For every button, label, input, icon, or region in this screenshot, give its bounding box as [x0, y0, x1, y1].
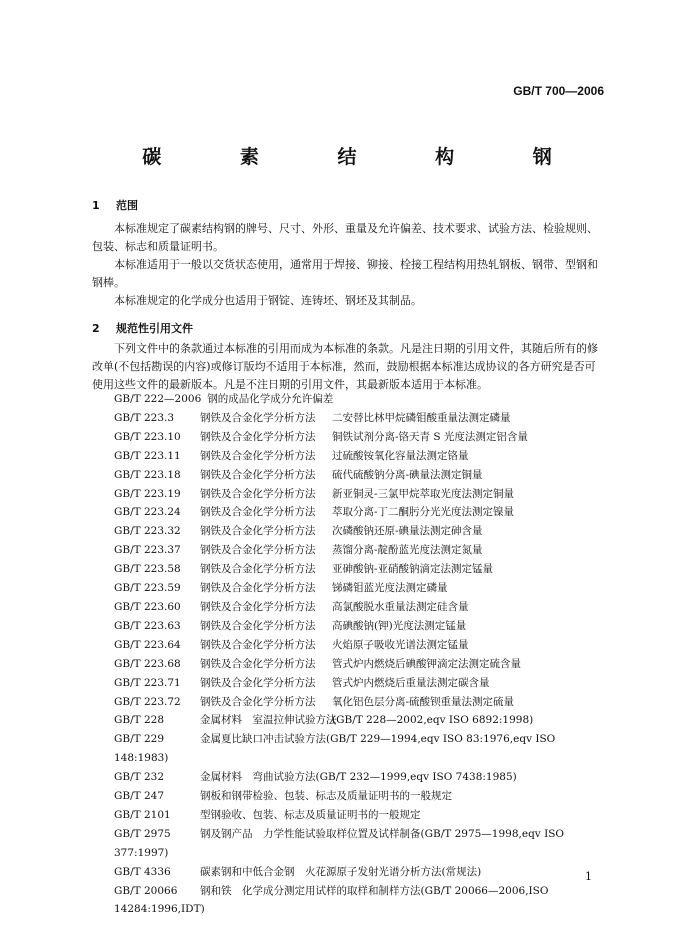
document-title: 碳 素 结 构 钢 — [142, 146, 588, 168]
reference-title: 钢铁及合金化学分析方法 — [200, 638, 316, 651]
reference-subtitle: 高碘酸钠(钾)光度法测定锰量 — [332, 619, 467, 632]
reference-item — [92, 693, 604, 712]
reference-code: GB/T 223.64 — [114, 638, 181, 651]
section-1-title: 范围 — [116, 199, 138, 212]
reference-item — [92, 787, 604, 806]
reference-title: 钢及钢产品 力学性能试验取样位置及试样制备(GB/T 2975—1998,eqv ISO 377:1997) — [114, 827, 565, 859]
reference-item — [92, 560, 604, 579]
reference-code: GB/T 223.72 — [114, 695, 181, 708]
reference-title: 钢的成品化学成分允许偏差 — [207, 393, 334, 405]
reference-subtitle: 二安替比林甲烷磷钼酸重量法测定磷量 — [332, 411, 511, 424]
reference-title: 型钢验收、包装、标志及质量证明书的一般规定 — [200, 808, 421, 821]
section-1-paragraph-3: 本标准规定的化学成分也适用于钢锭、连铸坯、钢坯及其制品。 — [114, 294, 422, 307]
reference-subtitle: 新亚铜灵-三氯甲烷萃取光度法测定铜量 — [332, 487, 515, 500]
reference-code: GB/T 4336 — [114, 865, 171, 878]
reference-title: 碳素钢和中低合金钢 火花源原子发射光谱分析方法(常规法) — [200, 865, 482, 878]
reference-code: GB/T 228 — [114, 714, 165, 727]
reference-title: 钢铁及合金化学分析方法 — [200, 582, 316, 595]
reference-subtitle: 亚砷酸钠-亚硝酸钠滴定法测定锰量 — [332, 563, 494, 576]
reference-subtitle: 氧化铝色层分离-硫酸钡重量法测定硫量 — [332, 695, 515, 708]
reference-subtitle: 萃取分离-丁二酮肟分光光度法测定镍量 — [332, 506, 515, 519]
reference-subtitle: 铜铁试剂分离-铬天青 S 光度法测定铝含量 — [332, 430, 528, 443]
section-2-title: 规范性引用文件 — [116, 322, 193, 335]
reference-item — [92, 863, 604, 882]
reference-title: 钢铁及合金化学分析方法 — [200, 487, 316, 500]
section-2-number: 2 — [92, 322, 100, 335]
reference-subtitle: 过硫酸铵氧化容量法测定铬量 — [332, 449, 469, 462]
section-1-paragraph-2: 本标准适用于一般以交货状态使用，通常用于焊接、铆接、栓接工程结构用热轧钢板、钢带、型钢和钢棒。 — [92, 258, 598, 289]
reference-item — [92, 485, 604, 504]
reference-code: GB/T 223.3 — [114, 411, 175, 424]
reference-subtitle: 管式炉内燃烧后碘酸钾滴定法测定硫含量 — [332, 657, 521, 670]
reference-subtitle: 蒸馏分离-靛酚蓝光度法测定氮量 — [332, 544, 483, 557]
reference-item — [92, 825, 604, 863]
reference-item — [92, 674, 604, 693]
reference-code: GB/T 223.32 — [114, 525, 181, 538]
reference-item — [92, 882, 604, 920]
normative-references-list — [92, 390, 604, 919]
reference-code: GB/T 223.18 — [114, 468, 181, 481]
reference-code: GB/T 232 — [114, 771, 165, 784]
section-2-intro: 下列文件中的条款通过本标准的引用而成为本标准的条款。凡是注日期的引用文件，其随后所有的修改单(不包括勘误的内容)或修订版均不适用于本标准，然而，鼓励根据本标准达成协议的各方研究是否可使用这些文件的最新版本。凡是不注日期的引用文件，其最新版本适用于本标准。 — [92, 342, 598, 391]
reference-subtitle: 火焰原子吸收光谱法测定锰量 — [332, 638, 469, 651]
reference-code: GB/T 223.60 — [114, 600, 181, 613]
reference-code: GB/T 222—2006 — [114, 393, 202, 405]
reference-code: GB/T 223.58 — [114, 563, 181, 576]
standard-code: GB/T 700—2006 — [513, 84, 604, 98]
reference-title: 钢板和钢带检验、包装、标志及质量证明书的一般规定 — [200, 790, 452, 803]
reference-title: 钢铁及合金化学分析方法 — [200, 695, 316, 708]
reference-code: GB/T 2101 — [114, 808, 171, 821]
reference-title: 钢铁及合金化学分析方法 — [200, 449, 316, 462]
reference-title: 钢铁及合金化学分析方法 — [200, 619, 316, 632]
reference-item — [92, 598, 604, 617]
reference-title: 钢铁及合金化学分析方法 — [200, 525, 316, 538]
reference-code: GB/T 223.11 — [114, 449, 181, 462]
reference-code: GB/T 223.37 — [114, 544, 181, 557]
reference-title: 钢铁及合金化学分析方法 — [200, 411, 316, 424]
reference-code: GB/T 2975 — [114, 827, 171, 840]
reference-title: 钢铁及合金化学分析方法 — [200, 563, 316, 576]
reference-title: 金属材料 室温拉伸试验方法 — [200, 714, 337, 727]
reference-item — [92, 806, 604, 825]
reference-item — [92, 390, 604, 409]
reference-subtitle: 高氯酸脱水重量法测定硅含量 — [332, 600, 469, 613]
reference-item — [92, 655, 604, 674]
reference-item — [92, 503, 604, 522]
reference-title: 钢铁及合金化学分析方法 — [200, 544, 316, 557]
reference-item — [92, 447, 604, 466]
reference-subtitle: (GB/T 228—2002,eqv ISO 6892:1998) — [332, 714, 534, 727]
reference-title: 钢铁及合金化学分析方法 — [200, 506, 316, 519]
reference-title: 钢铁及合金化学分析方法 — [200, 468, 316, 481]
reference-code: GB/T 229 — [114, 733, 165, 746]
reference-title: 钢铁及合金化学分析方法 — [200, 657, 316, 670]
reference-title: 金属材料 弯曲试验方法(GB/T 232—1999,eqv ISO 7438:1985) — [200, 771, 517, 784]
reference-title: 金属夏比缺口冲击试验方法(GB/T 229—1994,eqv ISO 83:1976,eqv ISO 148:1983) — [114, 733, 556, 765]
reference-item — [92, 522, 604, 541]
reference-item — [92, 768, 604, 787]
reference-code: GB/T 223.71 — [114, 676, 181, 689]
reference-item — [92, 409, 604, 428]
reference-item — [92, 541, 604, 560]
reference-title: 钢铁及合金化学分析方法 — [200, 600, 316, 613]
reference-title: 钢和铁 化学成分测定用试样的取样和制样方法(GB/T 20066—2006,ISO 14284:1996,IDT) — [114, 884, 549, 916]
section-2-heading — [92, 320, 193, 336]
reference-subtitle: 管式炉内燃烧后重量法测定碳含量 — [332, 676, 490, 689]
reference-item — [92, 636, 604, 655]
reference-item — [92, 730, 604, 768]
reference-code: GB/T 223.19 — [114, 487, 181, 500]
reference-subtitle: 硫代硫酸钠分离-碘量法测定铜量 — [332, 468, 483, 481]
section-1-number: 1 — [92, 199, 100, 212]
reference-code: GB/T 223.10 — [114, 430, 181, 443]
reference-item — [92, 579, 604, 598]
reference-item — [92, 711, 604, 730]
reference-code: GB/T 20066 — [114, 884, 178, 897]
reference-code: GB/T 223.68 — [114, 657, 181, 670]
reference-item — [92, 617, 604, 636]
reference-subtitle: 次磷酸钠还原-碘量法测定砷含量 — [332, 525, 483, 538]
reference-code: GB/T 223.59 — [114, 582, 181, 595]
reference-title: 钢铁及合金化学分析方法 — [200, 430, 316, 443]
reference-code: GB/T 247 — [114, 790, 165, 803]
reference-item — [92, 466, 604, 485]
reference-subtitle: 锑磷钼蓝光度法测定磷量 — [332, 582, 448, 595]
section-1-paragraph-1: 本标准规定了碳素结构钢的牌号、尺寸、外形、重量及允许偏差、技术要求、试验方法、检验规则、包装、标志和质量证明书。 — [92, 222, 598, 253]
reference-code: GB/T 223.24 — [114, 506, 181, 519]
section-1-heading — [92, 197, 138, 213]
reference-title: 钢铁及合金化学分析方法 — [200, 676, 316, 689]
reference-code: GB/T 223.63 — [114, 619, 181, 632]
reference-item — [92, 428, 604, 447]
page-number: 1 — [585, 870, 592, 883]
